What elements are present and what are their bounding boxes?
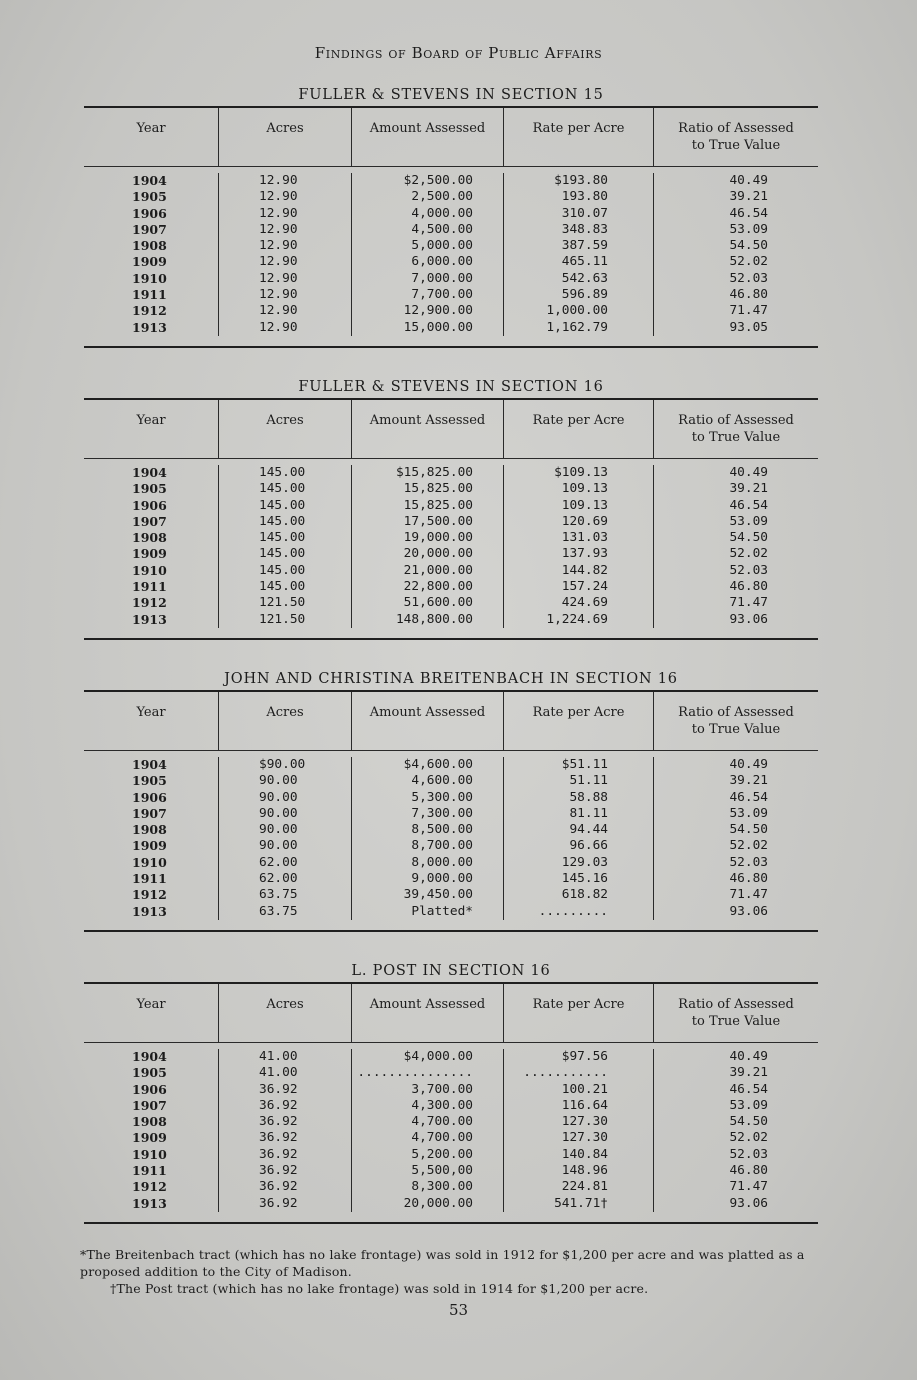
rate-cell: 424.69 — [561, 595, 608, 611]
ratio-cell: 39.21 — [729, 189, 768, 205]
acres-cell: 62.00 — [259, 854, 298, 870]
year-cell: 1904 — [132, 1049, 167, 1064]
ratio-cell: 46.80 — [729, 871, 768, 887]
year-cell: 1909 — [132, 254, 167, 270]
amount-cell: $4,600.00 — [403, 757, 473, 772]
amount-cell: 7,700.00 — [411, 287, 473, 303]
amount-cell: $15,825.00 — [395, 465, 473, 480]
rate-cell: 465.11 — [561, 254, 608, 270]
amount-cell: 22,800.00 — [403, 579, 473, 595]
year-cell: 1905 — [132, 1065, 167, 1081]
acres-cell: $90.00 — [259, 757, 306, 772]
amount-cell: 148,800.00 — [395, 611, 473, 627]
acres-cell: 145.00 — [259, 579, 306, 595]
year-cell: 1906 — [132, 497, 167, 513]
ratio-cell: 46.80 — [729, 579, 768, 595]
acres-cell: 36.92 — [259, 1146, 298, 1162]
amount-cell: 5,500,00 — [411, 1163, 473, 1179]
ratio-cell: 40.49 — [729, 173, 768, 188]
rate-cell: 120.69 — [561, 513, 608, 529]
rate-cell: $193.80 — [554, 173, 608, 188]
rate-cell: 1,000.00 — [546, 303, 608, 319]
year-cell: 1910 — [132, 854, 167, 870]
acres-cell: 41.00 — [259, 1049, 298, 1064]
column-ratio — [653, 757, 818, 920]
year-cell: 1906 — [132, 205, 167, 221]
acres-cell: 63.75 — [259, 887, 298, 903]
ratio-cell: 52.03 — [729, 854, 768, 870]
year-cell: 1913 — [132, 1195, 167, 1211]
year-cell: 1911 — [132, 287, 167, 303]
ratio-cell: 52.02 — [729, 838, 768, 854]
acres-cell: 36.92 — [259, 1114, 298, 1130]
acres-cell: 62.00 — [259, 871, 298, 887]
ratio-cell: 40.49 — [729, 757, 768, 772]
rate-cell: $51.11 — [561, 757, 608, 772]
table-header — [84, 692, 818, 751]
acres-cell: 36.92 — [259, 1097, 298, 1113]
ratio-cell: 39.21 — [729, 481, 768, 497]
header-ratio-line2: to True Value — [691, 1014, 781, 1029]
year-cell: 1912 — [132, 595, 167, 611]
ratio-cell: 93.05 — [729, 319, 768, 335]
year-cell: 1908 — [132, 238, 167, 254]
acres-cell: 145.00 — [259, 562, 306, 578]
header-ratio-line1: Ratio of Assessed — [678, 705, 794, 720]
ratio-cell: 46.54 — [729, 205, 768, 221]
header-rate-per-acre: Rate per Acre — [503, 692, 653, 750]
year-cell: 1911 — [132, 871, 167, 887]
amount-cell: 5,300.00 — [411, 789, 473, 805]
amount-cell: 51,600.00 — [403, 595, 473, 611]
year-cell: 1913 — [132, 903, 167, 919]
column-amount — [351, 465, 503, 628]
column-years — [84, 173, 218, 336]
header-amount-assessed: Amount Assessed — [351, 400, 503, 458]
column-years — [84, 465, 218, 628]
amount-cell: 7,000.00 — [411, 270, 473, 286]
ratio-cell: 53.09 — [729, 221, 768, 237]
rate-cell: $97.56 — [561, 1049, 608, 1064]
year-cell: 1907 — [132, 805, 167, 821]
acres-cell: 121.50 — [259, 611, 306, 627]
acres-cell: 145.00 — [259, 465, 306, 480]
acres-cell: 90.00 — [259, 773, 298, 789]
ratio-cell: 71.47 — [729, 303, 768, 319]
acres-cell: 121.50 — [259, 595, 306, 611]
acres-cell: 145.00 — [259, 481, 306, 497]
year-cell: 1905 — [132, 773, 167, 789]
year-cell: 1905 — [132, 481, 167, 497]
header-acres: Acres — [218, 108, 351, 166]
rate-cell: 145.16 — [561, 871, 608, 887]
column-acres — [218, 465, 351, 628]
ratio-cell: 39.21 — [729, 1065, 768, 1081]
amount-cell: 19,000.00 — [403, 530, 473, 546]
amount-cell: 12,900.00 — [403, 303, 473, 319]
rate-cell: 541.71† — [554, 1195, 608, 1211]
rate-cell: 100.21 — [561, 1081, 608, 1097]
acres-cell: 145.00 — [259, 546, 306, 562]
header-year: Year — [136, 413, 166, 428]
ratio-cell: 46.54 — [729, 789, 768, 805]
running-head: Findings of Board of Public Affairs — [314, 44, 603, 62]
header-ratio-line2: to True Value — [691, 138, 781, 153]
amount-cell: 2,500.00 — [411, 189, 473, 205]
header-year: Year — [136, 121, 166, 136]
rate-cell: 387.59 — [561, 238, 608, 254]
acres-cell: 36.92 — [259, 1179, 298, 1195]
acres-cell: 36.92 — [259, 1163, 298, 1179]
acres-cell: 12.90 — [259, 303, 298, 319]
column-years — [84, 757, 218, 920]
year-cell: 1909 — [132, 546, 167, 562]
year-cell: 1911 — [132, 1163, 167, 1179]
rate-cell: 348.83 — [561, 221, 608, 237]
year-cell: 1906 — [132, 789, 167, 805]
amount-cell: 21,000.00 — [403, 562, 473, 578]
acres-cell: 12.90 — [259, 254, 298, 270]
year-cell: 1907 — [132, 513, 167, 529]
year-cell: 1910 — [132, 562, 167, 578]
header-acres: Acres — [218, 984, 351, 1042]
rate-cell: 596.89 — [561, 287, 608, 303]
table-fuller-stevens-sec16 — [84, 378, 818, 640]
header-rate-per-acre: Rate per Acre — [503, 108, 653, 166]
amount-cell: 4,600.00 — [411, 773, 473, 789]
acres-cell: 90.00 — [259, 838, 298, 854]
amount-cell: 15,825.00 — [403, 497, 473, 513]
amount-cell: 6,000.00 — [411, 254, 473, 270]
acres-cell: 12.90 — [259, 173, 298, 188]
column-ratio — [653, 173, 818, 336]
header-year: Year — [136, 705, 166, 720]
ratio-cell: 54.50 — [729, 1114, 768, 1130]
rate-cell: 224.81 — [561, 1179, 608, 1195]
ratio-cell: 52.03 — [729, 270, 768, 286]
acres-cell: 145.00 — [259, 497, 306, 513]
footnotes — [80, 1246, 820, 1297]
ratio-cell: 52.03 — [729, 1146, 768, 1162]
ratio-cell: 54.50 — [729, 238, 768, 254]
rate-cell: 81.11 — [569, 805, 608, 821]
year-cell: 1909 — [132, 838, 167, 854]
year-cell: 1913 — [132, 611, 167, 627]
amount-cell: 5,000.00 — [411, 238, 473, 254]
year-cell: 1905 — [132, 189, 167, 205]
column-years — [84, 1049, 218, 1212]
year-cell: 1908 — [132, 1114, 167, 1130]
header-ratio — [653, 400, 818, 458]
acres-cell: 90.00 — [259, 822, 298, 838]
column-amount — [351, 1049, 503, 1212]
year-cell: 1906 — [132, 1081, 167, 1097]
header-acres: Acres — [218, 692, 351, 750]
column-acres — [218, 173, 351, 336]
ratio-cell: 93.06 — [729, 903, 768, 919]
acres-cell: 63.75 — [259, 903, 298, 919]
table-breitenbach-sec16 — [84, 670, 818, 932]
rate-cell: 51.11 — [569, 773, 608, 789]
ratio-cell: 71.47 — [729, 1179, 768, 1195]
acres-cell: 145.00 — [259, 513, 306, 529]
table-header — [84, 984, 818, 1043]
header-ratio — [653, 692, 818, 750]
table-title: JOHN AND CHRISTINA BREITENBACH IN SECTION 16 — [224, 671, 678, 687]
amount-cell: 20,000.00 — [403, 546, 473, 562]
footnote-dagger: †The Post tract (which has no lake frontage) was sold in 1914 for $1,200 per acre. — [110, 1281, 649, 1296]
rate-cell: 148.96 — [561, 1163, 608, 1179]
amount-cell: 4,700.00 — [411, 1130, 473, 1146]
header-amount-assessed: Amount Assessed — [351, 108, 503, 166]
rate-cell: $109.13 — [554, 465, 608, 480]
column-rate — [503, 173, 653, 336]
year-cell: 1910 — [132, 1146, 167, 1162]
rate-cell: 58.88 — [569, 789, 608, 805]
header-ratio-line2: to True Value — [691, 430, 781, 445]
year-cell: 1908 — [132, 822, 167, 838]
header-ratio — [653, 984, 818, 1042]
year-cell: 1907 — [132, 221, 167, 237]
amount-cell: 3,700.00 — [411, 1081, 473, 1097]
rate-cell: 193.80 — [561, 189, 608, 205]
ratio-cell: 93.06 — [729, 1195, 768, 1211]
column-amount — [351, 173, 503, 336]
table-header — [84, 108, 818, 167]
ratio-cell: 71.47 — [729, 595, 768, 611]
ratio-cell: 93.06 — [729, 611, 768, 627]
table-header — [84, 400, 818, 459]
amount-cell: 7,300.00 — [411, 805, 473, 821]
table-title: FULLER & STEVENS IN SECTION 16 — [298, 379, 604, 395]
acres-cell: 12.90 — [259, 319, 298, 335]
ratio-cell: 54.50 — [729, 822, 768, 838]
rate-cell: 1,162.79 — [546, 319, 608, 335]
year-cell: 1904 — [132, 173, 167, 188]
rate-cell: 157.24 — [561, 579, 608, 595]
amount-cell: 9,000.00 — [411, 871, 473, 887]
acres-cell: 12.90 — [259, 238, 298, 254]
table-body — [84, 751, 818, 932]
ratio-cell: 53.09 — [729, 1097, 768, 1113]
rate-cell: 109.13 — [561, 481, 608, 497]
rate-cell: 144.82 — [561, 562, 608, 578]
rate-cell: 94.44 — [569, 822, 608, 838]
acres-cell: 36.92 — [259, 1081, 298, 1097]
amount-cell: 15,825.00 — [403, 481, 473, 497]
header-ratio-line2: to True Value — [691, 722, 781, 737]
amount-cell: 17,500.00 — [403, 513, 473, 529]
amount-cell: 20,000.00 — [403, 1195, 473, 1211]
amount-cell: 15,000.00 — [403, 319, 473, 335]
ratio-cell: 46.54 — [729, 1081, 768, 1097]
amount-cell: 5,200.00 — [411, 1146, 473, 1162]
table-body — [84, 1043, 818, 1224]
acres-cell: 12.90 — [259, 270, 298, 286]
rate-cell: ......... — [538, 903, 608, 919]
rate-cell: 310.07 — [561, 205, 608, 221]
ratio-cell: 53.09 — [729, 805, 768, 821]
rate-cell: 127.30 — [561, 1114, 608, 1130]
amount-cell: 39,450.00 — [403, 887, 473, 903]
rate-cell: 618.82 — [561, 887, 608, 903]
rate-cell: 109.13 — [561, 497, 608, 513]
acres-cell: 12.90 — [259, 287, 298, 303]
ratio-cell: 52.02 — [729, 546, 768, 562]
acres-cell: 90.00 — [259, 789, 298, 805]
acres-cell: 12.90 — [259, 189, 298, 205]
column-rate — [503, 1049, 653, 1212]
column-rate — [503, 465, 653, 628]
year-cell: 1913 — [132, 319, 167, 335]
page-number: 53 — [448, 1301, 469, 1319]
rate-cell: 129.03 — [561, 854, 608, 870]
year-cell: 1904 — [132, 465, 167, 480]
amount-cell: $2,500.00 — [403, 173, 473, 188]
header-ratio-line1: Ratio of Assessed — [678, 121, 794, 136]
ratio-cell: 52.03 — [729, 562, 768, 578]
ratio-cell: 53.09 — [729, 513, 768, 529]
rate-cell: 116.64 — [561, 1097, 608, 1113]
amount-cell: 4,000.00 — [411, 205, 473, 221]
rate-cell: 127.30 — [561, 1130, 608, 1146]
amount-cell: $4,000.00 — [403, 1049, 473, 1064]
ratio-cell: 52.02 — [729, 1130, 768, 1146]
amount-cell: 4,300.00 — [411, 1097, 473, 1113]
column-rate — [503, 757, 653, 920]
year-cell: 1912 — [132, 1179, 167, 1195]
acres-cell: 36.92 — [259, 1130, 298, 1146]
column-amount — [351, 757, 503, 920]
ratio-cell: 71.47 — [729, 887, 768, 903]
acres-cell: 41.00 — [259, 1065, 298, 1081]
table-fuller-stevens-sec15 — [84, 86, 818, 348]
acres-cell: 12.90 — [259, 205, 298, 221]
year-cell: 1908 — [132, 530, 167, 546]
year-cell: 1912 — [132, 887, 167, 903]
ratio-cell: 40.49 — [729, 1049, 768, 1064]
header-year: Year — [136, 997, 166, 1012]
amount-cell: 8,000.00 — [411, 854, 473, 870]
rate-cell: 96.66 — [569, 838, 608, 854]
amount-cell: 8,500.00 — [411, 822, 473, 838]
column-acres — [218, 1049, 351, 1212]
amount-cell: 8,300.00 — [411, 1179, 473, 1195]
ratio-cell: 52.02 — [729, 254, 768, 270]
header-amount-assessed: Amount Assessed — [351, 692, 503, 750]
acres-cell: 12.90 — [259, 221, 298, 237]
ratio-cell: 54.50 — [729, 530, 768, 546]
header-ratio-line1: Ratio of Assessed — [678, 413, 794, 428]
year-cell: 1907 — [132, 1097, 167, 1113]
header-acres: Acres — [218, 400, 351, 458]
header-ratio — [653, 108, 818, 166]
rate-cell: 542.63 — [561, 270, 608, 286]
rate-cell: 1,224.69 — [546, 611, 608, 627]
ratio-cell: 46.54 — [729, 497, 768, 513]
header-rate-per-acre: Rate per Acre — [503, 400, 653, 458]
ratio-cell: 46.80 — [729, 287, 768, 303]
ratio-cell: 40.49 — [729, 465, 768, 480]
footnote-star: *The Breitenbach tract (which has no lake frontage) was sold in 1912 for $1,200 per acre and was platted as a proposed addition to the City of Madison. — [80, 1247, 805, 1279]
rate-cell: 137.93 — [561, 546, 608, 562]
amount-cell: 8,700.00 — [411, 838, 473, 854]
acres-cell: 36.92 — [259, 1195, 298, 1211]
ratio-cell: 46.80 — [729, 1163, 768, 1179]
header-ratio-line1: Ratio of Assessed — [678, 997, 794, 1012]
column-ratio — [653, 1049, 818, 1212]
year-cell: 1910 — [132, 270, 167, 286]
year-cell: 1909 — [132, 1130, 167, 1146]
table-title: L. POST IN SECTION 16 — [351, 963, 551, 979]
table-body — [84, 459, 818, 640]
year-cell: 1912 — [132, 303, 167, 319]
year-cell: 1911 — [132, 579, 167, 595]
amount-cell: 4,500.00 — [411, 221, 473, 237]
amount-cell: Platted* — [411, 903, 473, 919]
year-cell: 1904 — [132, 757, 167, 772]
acres-cell: 90.00 — [259, 805, 298, 821]
rate-cell: ........... — [523, 1065, 608, 1081]
table-post-sec16 — [84, 962, 818, 1224]
ratio-cell: 39.21 — [729, 773, 768, 789]
table-body — [84, 167, 818, 348]
rate-cell: 140.84 — [561, 1146, 608, 1162]
amount-cell: ............... — [357, 1065, 473, 1081]
column-ratio — [653, 465, 818, 628]
acres-cell: 145.00 — [259, 530, 306, 546]
amount-cell: 4,700.00 — [411, 1114, 473, 1130]
header-rate-per-acre: Rate per Acre — [503, 984, 653, 1042]
table-title: FULLER & STEVENS IN SECTION 15 — [298, 87, 604, 103]
rate-cell: 131.03 — [561, 530, 608, 546]
column-acres — [218, 757, 351, 920]
header-amount-assessed: Amount Assessed — [351, 984, 503, 1042]
